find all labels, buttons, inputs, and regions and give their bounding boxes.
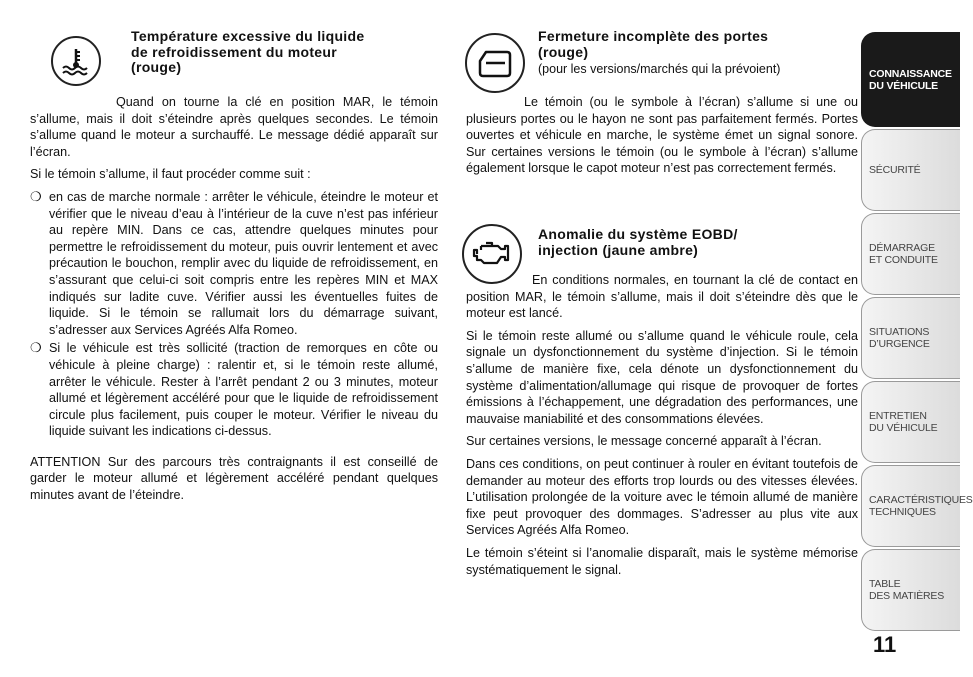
coolant-heading: Température excessive du liquide de refroidissement du moteur (rouge) bbox=[131, 28, 365, 75]
tab-entretien-vehicule[interactable]: ENTRETIEN DU VÉHICULE bbox=[861, 381, 960, 463]
coolant-procedure: Si le témoin s’allume, il faut procéder comme suit : bbox=[30, 167, 311, 182]
tab-securite[interactable]: SÉCURITÉ bbox=[861, 129, 960, 211]
attention-note: ATTENTION Sur des parcours très contraignants il est conseillé de garder le moteur allumé et légèrement accéléré pendant quelques minutes avant de l’éteindre. bbox=[30, 454, 438, 503]
coolant-text-block bbox=[30, 94, 438, 510]
doors-heading: Fermeture incomplète des portes (rouge) (pour les versions/marchés qui la prévoient) bbox=[538, 28, 781, 76]
coolant-bullet-list bbox=[30, 189, 438, 440]
tab-caracteristiques-techniques[interactable]: CARACTÉRISTIQUES TECHNIQUES bbox=[861, 465, 960, 547]
list-item: ❍ Si le véhicule est très sollicité (traction de remorques en côte ou véhicule à pleine charge) : ralentir et, si le témoin reste allumé, arrêter le véhicule. Rester à l’arrêt pendant 2 ou 3 minutes, moteur allumé et légèrement accéléré pour que le liquide de refroidissement circule plus facilement, puis couper le moteur. Vérifier le niveau du liquide suivant les indications ci-dessus. bbox=[30, 340, 438, 440]
tab-situations-urgence[interactable]: SITUATIONS D’URGENCE bbox=[861, 297, 960, 379]
coolant-intro: Quand on tourne la clé en position MAR, le témoin s’allume, mais il doit s’éteindre après quelques secondes. Le témoin s’allume quand le moteur a surchauffé. Le message dédié apparaît sur l’écran. bbox=[30, 95, 438, 159]
list-item: ❍ en cas de marche normale : arrêter le véhicule, éteindre le moteur et vérifier que le niveau d’eau à l’intérieur de la cuve n’est pas inférieur au repère MIN. Dans ce cas, attendre quelques minutes pour permettre le refroidissement du moteur, puis ouvrir lentement et avec précaution le bouchon, remplir avec du liquide de refroidissement, en s’assurant que celui-ci soit compris entre les repères MIN et MAX indiqués sur ladite cuve. Vérifier aussi les éventuelles fuites de liquide. Si le témoin se rallumait lors du démarrage suivant, s’adresser aux Services Agréés Alfa Romeo. bbox=[30, 189, 438, 338]
tab-demarrage-conduite[interactable]: DÉMARRAGE ET CONDUITE bbox=[861, 213, 960, 295]
chapter-sidebar bbox=[861, 32, 973, 633]
doors-text: Le témoin (ou le symbole à l’écran) s’allume si une ou plusieurs portes ou le hayon ne sont pas parfaitement fermés. Portes ouvertes et véhicule en marche, le système émet un signal sonore. Sur certaines versions le témoin (ou le symbole à l’écran) s’allume également lorsque le capot moteur n’est pas correctement fermés. bbox=[466, 95, 858, 176]
doors-subtitle: (pour les versions/marchés qui la prévoient) bbox=[538, 62, 781, 76]
eobd-heading: Anomalie du système EOBD/ injection (jaune ambre) bbox=[538, 226, 738, 258]
eobd-text-block: En conditions normales, en tournant la clé de contact en position MAR, le témoin s’allume, mais il doit s’éteindre dès que le moteur est lancé. Si le témoin reste allumé ou s’allume quand le véhicule roule, cela signale un dysfonctionnement du système d’injection. Si le témoin s’allume de manière fixe, cela dénote un dysfonctionnement du système d’alimentation/allumage qui risque de provoquer de fortes émissions à l’échappement, une dégradation des performances, une mauvaise maniabilité et des consommations élevées. Sur certaines versions, le message concerné apparaît à l’écran. Dans ces conditions, on peut continuer à rouler en évitant toutefois de demander au moteur des efforts trop lourds ou des vitesses élevées. L’utilisation prolongée de la voiture avec le témoin allumé de manière fixe peut provoquer des dommages. S’adresser au plus vite aux Services Agréés Alfa Romeo. Le témoin s’éteint si l’anomalie disparaît, mais le système mémorise systématiquement le signal. bbox=[466, 273, 858, 577]
tab-table-matieres[interactable]: TABLE DES MATIÈRES bbox=[861, 549, 960, 631]
page-number: 11 bbox=[873, 632, 897, 657]
door-open-icon bbox=[465, 33, 525, 93]
tab-connaissance-vehicule[interactable]: CONNAISSANCE DU VÉHICULE bbox=[861, 32, 960, 127]
coolant-temperature-icon bbox=[51, 36, 101, 86]
